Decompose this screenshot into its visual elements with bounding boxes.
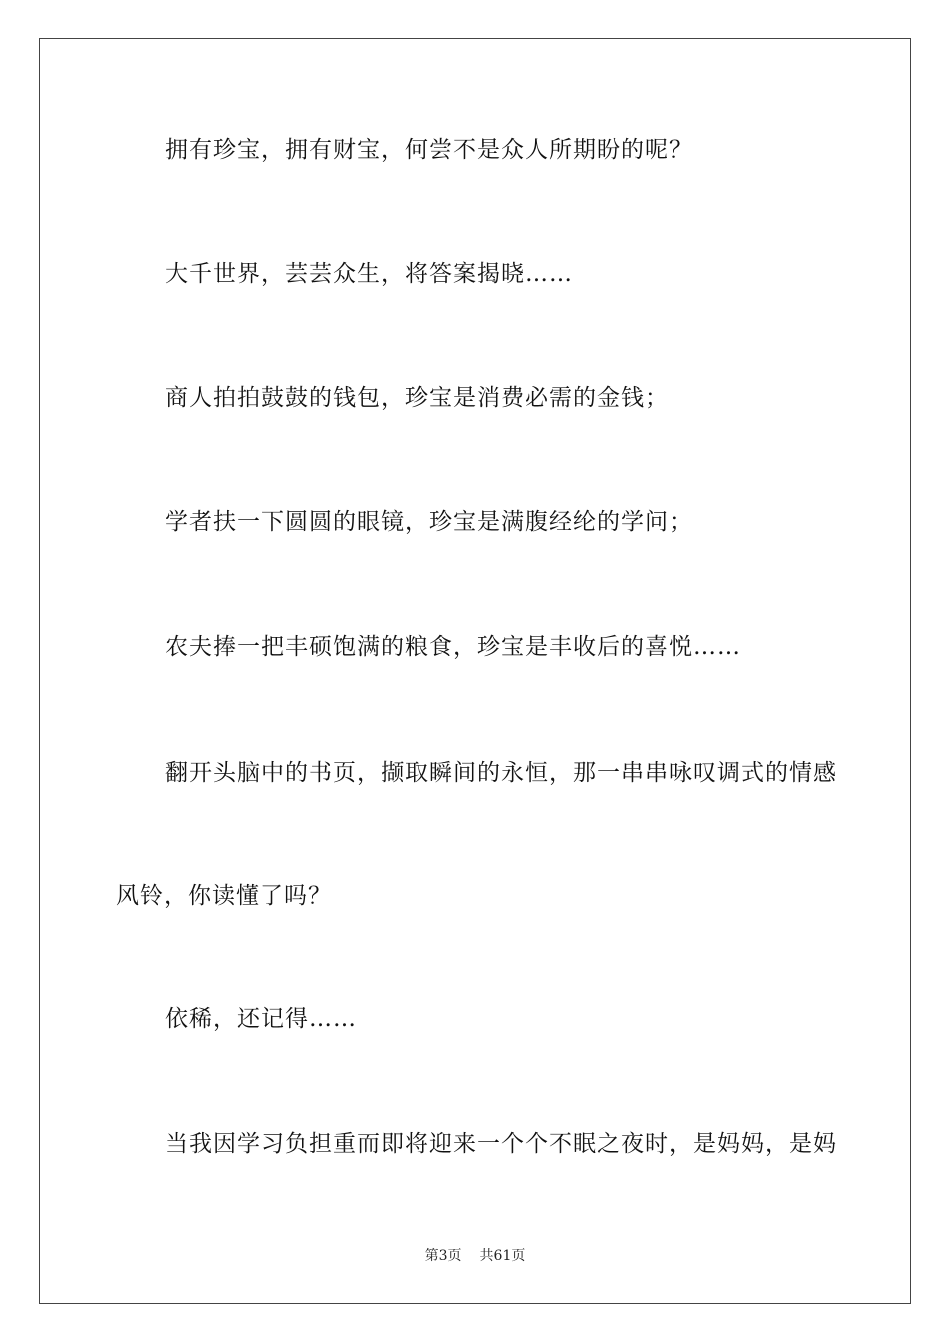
page-footer (0, 1246, 950, 1266)
page-total: 共61页 (479, 1248, 526, 1264)
page-frame (39, 38, 911, 1304)
paragraph: 翻开头脑中的书页，撷取瞬间的永恒，那一串串咏叹调式的情感 (165, 760, 837, 786)
paragraph: 当我因学习负担重而即将迎来一个个不眠之夜时，是妈妈，是妈 (165, 1131, 837, 1157)
paragraph: 依稀，还记得…… (165, 1006, 357, 1032)
paragraph: 大千世界，芸芸众生，将答案揭晓…… (165, 261, 573, 287)
paragraph: 农夫捧一把丰硕饱满的粮食，珍宝是丰收后的喜悦…… (165, 634, 741, 660)
page-number: 第3页 (424, 1248, 462, 1264)
paragraph: 拥有珍宝，拥有财宝，何尝不是众人所期盼的呢？ (165, 137, 693, 163)
paragraph: 商人拍拍鼓鼓的钱包，珍宝是消费必需的金钱； (165, 385, 669, 411)
paragraph: 学者扶一下圆圆的眼镜，珍宝是满腹经纶的学问； (165, 509, 693, 535)
paragraph-continuation: 风铃，你读懂了吗？ (116, 883, 332, 909)
